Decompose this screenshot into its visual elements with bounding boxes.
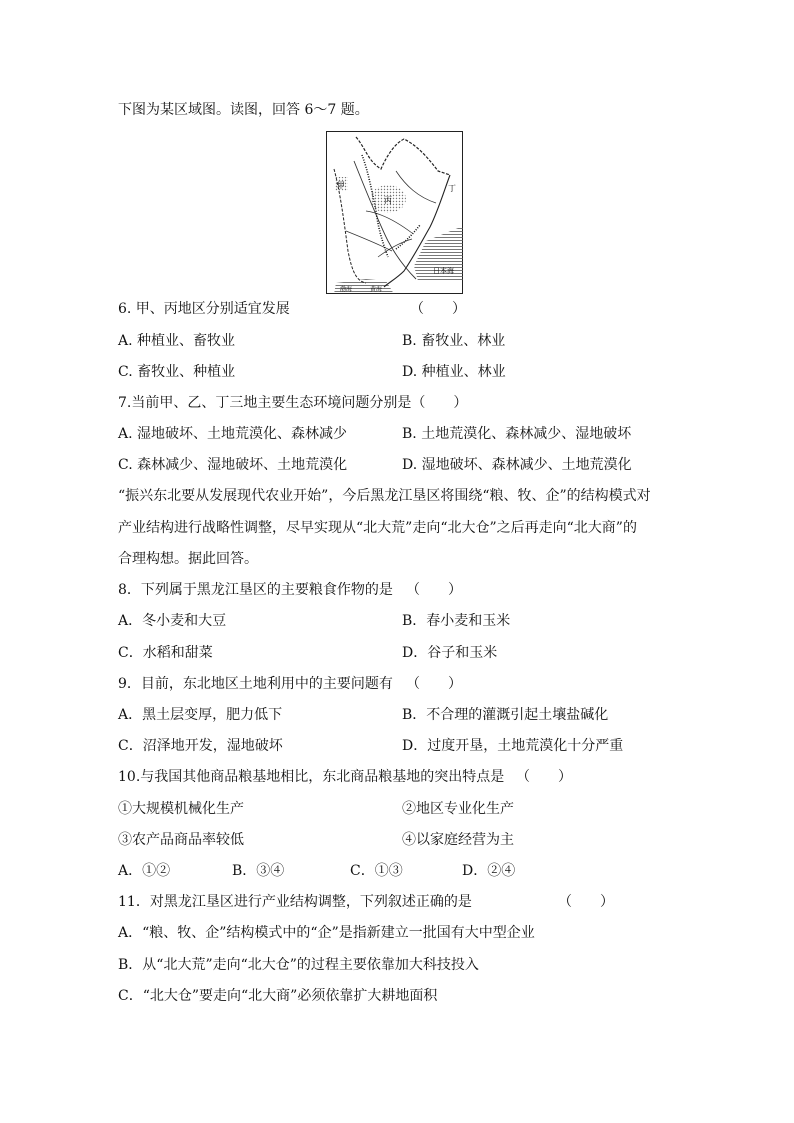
q8-option-a: A．冬小麦和大豆	[118, 613, 227, 629]
q11-option-a: A．“粮、牧、企”结构模式中的“企”是指新建立一批国有大中型企业	[118, 925, 535, 941]
q7-stem: 7.当前甲、乙、丁三地主要生态环境问题分别是（ ）	[118, 395, 468, 411]
q8-option-d: D．谷子和玉米	[402, 645, 498, 661]
q9-option-a: A．黑土层变厚，肥力低下	[118, 707, 283, 723]
q8-option-b: B．春小麦和玉米	[402, 613, 511, 629]
passage-line: “振兴东北要从发展现代农业开始”，今后黑龙江垦区将围绕“粮、牧、企”的结构模式对	[118, 488, 651, 504]
q9-option-b: B．不合理的灌溉引起土壤盐碱化	[402, 707, 609, 723]
q6-option-d: D. 种植业、林业	[402, 364, 506, 380]
label-ding: 丁	[448, 184, 456, 193]
q7-option-b: B. 土地荒漠化、森林减少、湿地破坏	[402, 426, 632, 442]
q6-paren: （ ）	[410, 301, 466, 317]
q6-option-a: A. 种植业、畜牧业	[118, 333, 236, 349]
q7-option-a: A. 湿地破坏、土地荒漠化、森林减少	[118, 426, 348, 442]
q6-option-c: C. 畜牧业、种植业	[118, 364, 236, 380]
q8-stem: 8．下列属于黑龙江垦区的主要粮食作物的是	[118, 582, 393, 598]
q10-statement-3: ③农产品商品率较低	[118, 832, 244, 848]
q11-option-b: B．从“北大荒”走向“北大仓”的过程主要依靠加大科技投入	[118, 957, 479, 973]
label-bing: 丙	[384, 196, 392, 205]
q6-option-b: B. 畜牧业、林业	[402, 333, 506, 349]
q7-option-c: C. 森林减少、湿地破坏、土地荒漠化	[118, 457, 348, 473]
q11-stem: 11．对黑龙江垦区进行产业结构调整，下列叙述正确的是	[118, 894, 472, 910]
q10-statement-1: ①大规模机械化生产	[118, 801, 244, 817]
q10-option-a: A．①②	[118, 863, 171, 879]
q10-statement-2: ②地区专业化生产	[402, 801, 514, 817]
label-huanghai: 黄海	[370, 286, 383, 293]
region-map	[326, 131, 463, 294]
label-bohai: 渤海	[340, 286, 353, 293]
q9-option-c: C．沼泽地开发，湿地破坏	[118, 738, 283, 754]
intro-text: 下图为某区域图。读图，回答 6～7 题。	[118, 102, 369, 118]
q9-paren: （ ）	[406, 676, 462, 692]
q10-paren: （ ）	[516, 769, 572, 785]
q11-paren: （ ）	[558, 894, 614, 910]
label-jia: 甲	[337, 181, 345, 190]
q10-stem: 10.与我国其他商品粮基地相比，东北商品粮基地的突出特点是	[118, 769, 505, 785]
passage-line: 产业结构进行战略性调整，尽早实现从“北大荒”走向“北大仓”之后再走向“北大商”的	[118, 520, 637, 536]
q9-option-d: D．过度开垦，土地荒漠化十分严重	[402, 738, 624, 754]
q11-option-c: C．“北大仓”要走向“北大商”必须依靠扩大耕地面积	[118, 988, 438, 1004]
q8-paren: （ ）	[406, 582, 462, 598]
q6-stem: 6. 甲、丙地区分别适宜发展	[118, 301, 290, 317]
q7-option-d: D. 湿地破坏、森林减少、土地荒漠化	[402, 457, 632, 473]
passage-line: 合理构想。据此回答。	[118, 551, 258, 567]
q8-option-c: C．水稻和甜菜	[118, 645, 213, 661]
q10-option-d: D．②④	[462, 863, 516, 879]
q10-option-b: B．③④	[232, 863, 285, 879]
q10-statement-4: ④以家庭经营为主	[402, 832, 514, 848]
q9-stem: 9．目前，东北地区土地利用中的主要问题有	[118, 676, 393, 692]
q10-option-c: C．①③	[350, 863, 403, 879]
label-sea: 日本海	[433, 267, 454, 275]
